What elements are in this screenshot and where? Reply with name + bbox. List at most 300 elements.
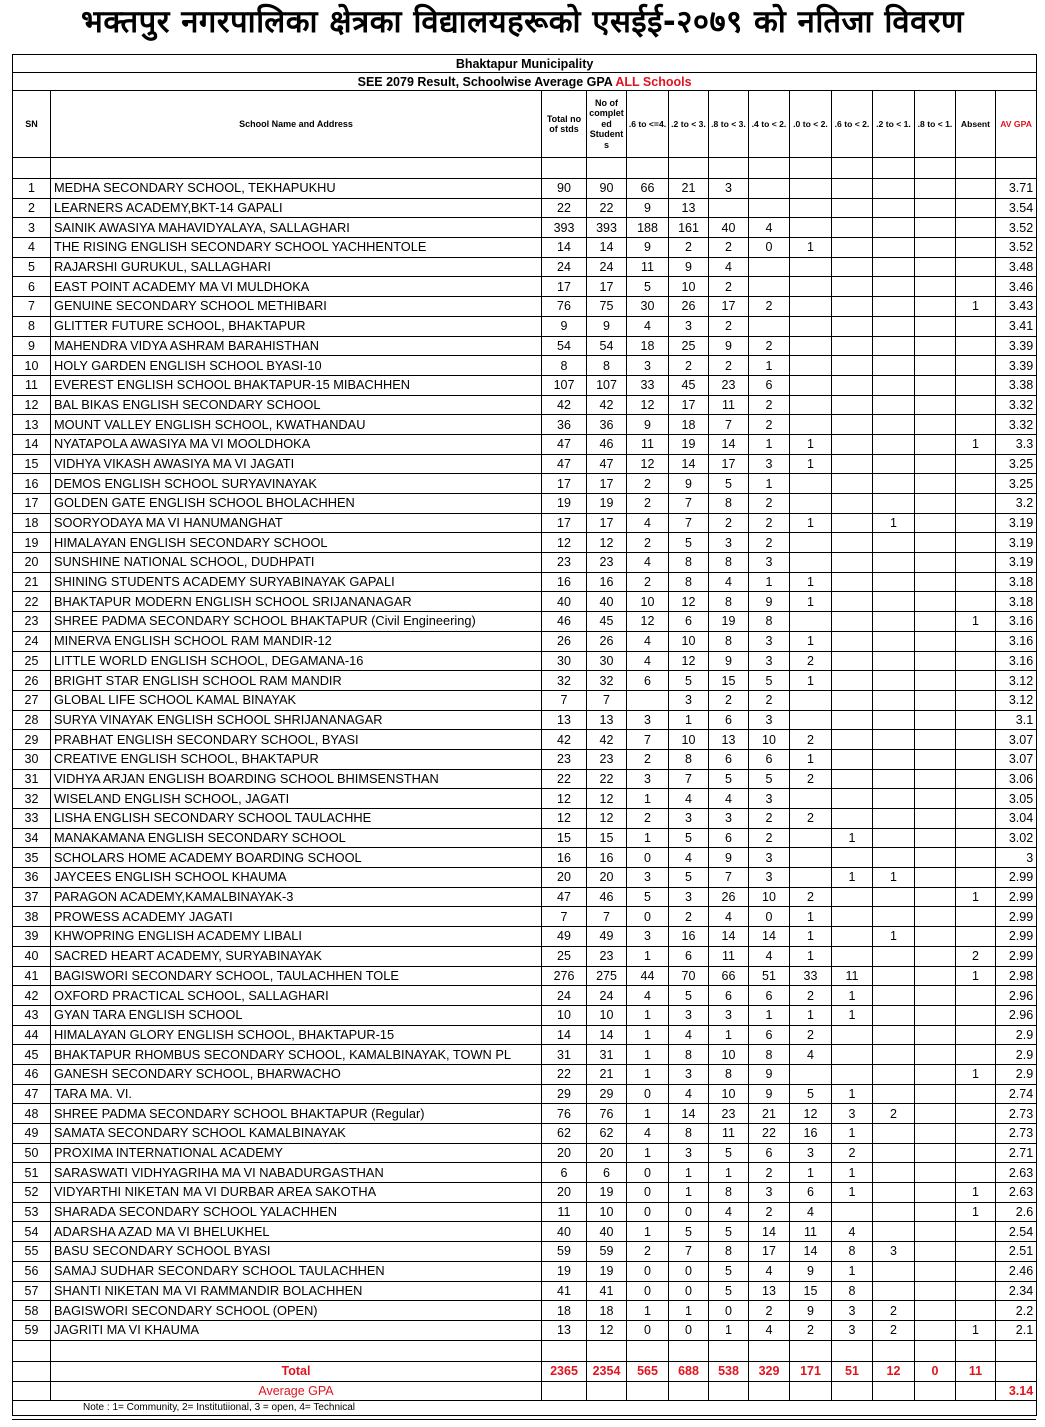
count-cell: [832, 297, 873, 317]
school-name: VIDYARTHI NIKETAN MA VI DURBAR AREA SAKOTHA: [51, 1183, 542, 1203]
count-cell: [915, 336, 956, 356]
count-cell: 7: [669, 494, 709, 514]
school-row: [13, 1025, 1037, 1045]
serial-number: 48: [13, 1104, 51, 1124]
count-cell: 11: [790, 1222, 832, 1242]
avg-gpa-cell: 2.99: [996, 946, 1037, 966]
count-cell: 4: [749, 1320, 790, 1340]
school-row: [13, 966, 1037, 986]
count-cell: 19: [587, 494, 627, 514]
count-cell: [749, 277, 790, 297]
count-cell: 10: [749, 887, 790, 907]
school-name: PARAGON ACADEMY,KAMALBINAYAK-3: [51, 887, 542, 907]
count-cell: 6: [627, 671, 669, 691]
count-cell: [790, 257, 832, 277]
avg-gpa-cell: 2.54: [996, 1222, 1037, 1242]
count-cell: 1: [790, 907, 832, 927]
school-name: HIMALAYAN ENGLISH SECONDARY SCHOOL: [51, 533, 542, 553]
count-cell: 7: [709, 868, 749, 888]
count-cell: 8: [709, 494, 749, 514]
count-cell: 33: [627, 375, 669, 395]
count-cell: 13: [542, 1320, 587, 1340]
count-cell: 14: [669, 1104, 709, 1124]
count-cell: 7: [627, 730, 669, 750]
count-cell: 40: [542, 592, 587, 612]
count-cell: [832, 809, 873, 829]
count-cell: 3: [627, 710, 669, 730]
count-cell: 41: [587, 1281, 627, 1301]
count-cell: 29: [542, 1084, 587, 1104]
count-cell: 12: [790, 1104, 832, 1124]
count-cell: [956, 179, 996, 199]
school-name: JAYCEES ENGLISH SCHOOL KHAUMA: [51, 868, 542, 888]
serial-number: 59: [13, 1320, 51, 1340]
count-cell: 188: [627, 218, 669, 238]
count-cell: 3: [709, 179, 749, 199]
school-row: [13, 1242, 1037, 1262]
avg-gpa-cell: 3.25: [996, 474, 1037, 494]
count-cell: 19: [669, 434, 709, 454]
avg-gpa-cell: 3.54: [996, 198, 1037, 218]
school-name: GENUINE SECONDARY SCHOOL METHIBARI: [51, 297, 542, 317]
count-cell: [873, 375, 915, 395]
count-cell: 3: [627, 356, 669, 376]
count-cell: 90: [542, 179, 587, 199]
note-row: [13, 1400, 1037, 1415]
avg-gpa-cell: 3.32: [996, 415, 1037, 435]
count-cell: 40: [587, 592, 627, 612]
count-cell: [832, 179, 873, 199]
count-cell: 76: [542, 1104, 587, 1124]
avg-gpa-cell: 2.99: [996, 887, 1037, 907]
count-cell: 1: [790, 946, 832, 966]
count-cell: 4: [669, 1084, 709, 1104]
count-cell: [956, 927, 996, 947]
school-row: [13, 238, 1037, 258]
count-cell: 22: [542, 769, 587, 789]
school-name: SHREE PADMA SECONDARY SCHOOL BHAKTAPUR (Regular): [51, 1104, 542, 1124]
count-cell: [873, 277, 915, 297]
subtitle-text: SEE 2079 Result, Schoolwise Average GPA: [357, 74, 616, 89]
count-cell: 23: [587, 946, 627, 966]
count-cell: 1: [709, 1320, 749, 1340]
count-cell: 3: [669, 1064, 709, 1084]
count-cell: [915, 316, 956, 336]
count-cell: 2: [832, 1143, 873, 1163]
serial-number: 50: [13, 1143, 51, 1163]
school-row: [13, 671, 1037, 691]
serial-number: 52: [13, 1183, 51, 1203]
count-cell: 3: [749, 553, 790, 573]
count-cell: 7: [542, 907, 587, 927]
total-value: 538: [709, 1361, 749, 1381]
school-row: [13, 1320, 1037, 1340]
count-cell: [873, 1183, 915, 1203]
count-cell: 19: [587, 1183, 627, 1203]
count-cell: 44: [627, 966, 669, 986]
count-cell: 2: [709, 238, 749, 258]
count-cell: 2: [709, 690, 749, 710]
avg-gpa-cell: 3.04: [996, 809, 1037, 829]
serial-number: 12: [13, 395, 51, 415]
count-cell: [873, 671, 915, 691]
count-cell: 14: [542, 1025, 587, 1045]
school-row: [13, 415, 1037, 435]
school-name: BAGISWORI SECONDARY SCHOOL, TAULACHHEN TOLE: [51, 966, 542, 986]
count-cell: 49: [542, 927, 587, 947]
count-cell: [832, 710, 873, 730]
count-cell: 9: [749, 1084, 790, 1104]
count-cell: [956, 631, 996, 651]
count-cell: 17: [587, 277, 627, 297]
count-cell: [956, 769, 996, 789]
count-cell: 1: [873, 868, 915, 888]
count-cell: [873, 966, 915, 986]
count-cell: [956, 592, 996, 612]
serial-number: 31: [13, 769, 51, 789]
avg-gpa-cell: 3.07: [996, 749, 1037, 769]
count-cell: 21: [669, 179, 709, 199]
count-cell: [832, 513, 873, 533]
col-header-completed: No of complet ed Student s: [587, 91, 627, 158]
school-name: BHAKTAPUR RHOMBUS SECONDARY SCHOOL, KAMALBINAYAK, TOWN PL: [51, 1045, 542, 1065]
count-cell: 54: [587, 336, 627, 356]
count-cell: 2: [627, 749, 669, 769]
avg-gpa-cell: 2.99: [996, 868, 1037, 888]
school-name: SURYA VINAYAK ENGLISH SCHOOL SHRIJANANAGAR: [51, 710, 542, 730]
school-row: [13, 592, 1037, 612]
count-cell: [790, 533, 832, 553]
col-header-grade-2: .2 to < 3.: [669, 91, 709, 158]
count-cell: [873, 257, 915, 277]
count-cell: 3: [832, 1320, 873, 1340]
count-cell: [956, 454, 996, 474]
count-cell: [832, 887, 873, 907]
count-cell: 1: [627, 789, 669, 809]
subtitle-row: [13, 73, 1037, 91]
count-cell: 10: [669, 631, 709, 651]
count-cell: 13: [669, 198, 709, 218]
count-cell: 12: [669, 651, 709, 671]
count-cell: 12: [587, 1320, 627, 1340]
count-cell: [915, 1301, 956, 1321]
serial-number: 32: [13, 789, 51, 809]
count-cell: 1: [669, 1301, 709, 1321]
count-cell: 3: [749, 454, 790, 474]
school-row: [13, 474, 1037, 494]
count-cell: 2: [627, 572, 669, 592]
count-cell: 21: [587, 1064, 627, 1084]
serial-number: 29: [13, 730, 51, 750]
count-cell: [832, 907, 873, 927]
count-cell: 3: [669, 690, 709, 710]
count-cell: 10: [709, 1045, 749, 1065]
count-cell: 1: [749, 434, 790, 454]
serial-number: 27: [13, 690, 51, 710]
count-cell: 5: [669, 533, 709, 553]
total-value: 2365: [542, 1361, 587, 1381]
count-cell: 59: [542, 1242, 587, 1262]
count-cell: 3: [627, 868, 669, 888]
count-cell: 24: [587, 986, 627, 1006]
school-row: [13, 749, 1037, 769]
school-name: MOUNT VALLEY ENGLISH SCHOOL, KWATHANDAU: [51, 415, 542, 435]
count-cell: [956, 1261, 996, 1281]
count-cell: [956, 1281, 996, 1301]
count-cell: 0: [669, 1261, 709, 1281]
count-cell: [873, 533, 915, 553]
count-cell: [832, 612, 873, 632]
serial-number: 45: [13, 1045, 51, 1065]
count-cell: [956, 1124, 996, 1144]
count-cell: 4: [709, 907, 749, 927]
count-cell: [873, 395, 915, 415]
serial-number: 46: [13, 1064, 51, 1084]
school-row: [13, 198, 1037, 218]
count-cell: 90: [587, 179, 627, 199]
total-row: [13, 1361, 1037, 1381]
serial-number: 15: [13, 454, 51, 474]
school-row: [13, 1064, 1037, 1084]
count-cell: [915, 927, 956, 947]
count-cell: 0: [627, 848, 669, 868]
count-cell: 0: [749, 238, 790, 258]
school-row: [13, 553, 1037, 573]
avg-gpa-cell: 3.43: [996, 297, 1037, 317]
school-name: MAHENDRA VIDYA ASHRAM BARAHISTHAN: [51, 336, 542, 356]
count-cell: [790, 848, 832, 868]
school-row: [13, 1183, 1037, 1203]
count-cell: 3: [709, 809, 749, 829]
subtitle-highlight: ALL Schools: [615, 74, 692, 89]
count-cell: 20: [587, 1143, 627, 1163]
avg-gpa-cell: 3.25: [996, 454, 1037, 474]
count-cell: 66: [709, 966, 749, 986]
school-name: ADARSHA AZAD MA VI BHELUKHEL: [51, 1222, 542, 1242]
count-cell: [956, 474, 996, 494]
count-cell: 3: [749, 1183, 790, 1203]
count-cell: 6: [749, 375, 790, 395]
school-row: [13, 690, 1037, 710]
count-cell: 19: [587, 1261, 627, 1281]
avg-gpa-cell: 3.05: [996, 789, 1037, 809]
count-cell: [832, 651, 873, 671]
count-cell: [873, 1261, 915, 1281]
count-cell: [790, 336, 832, 356]
count-cell: [956, 1005, 996, 1025]
count-cell: [873, 1281, 915, 1301]
school-row: [13, 789, 1037, 809]
count-cell: [915, 730, 956, 750]
avg-gpa-cell: 3.12: [996, 690, 1037, 710]
column-header-row: [13, 91, 1037, 158]
count-cell: 8: [749, 1045, 790, 1065]
school-name: BAL BIKAS ENGLISH SECONDARY SCHOOL: [51, 395, 542, 415]
count-cell: 24: [542, 986, 587, 1006]
count-cell: [956, 494, 996, 514]
count-cell: 4: [669, 848, 709, 868]
school-name: PRABHAT ENGLISH SECONDARY SCHOOL, BYASI: [51, 730, 542, 750]
count-cell: 4: [749, 1261, 790, 1281]
serial-number: 19: [13, 533, 51, 553]
school-name: RAJARSHI GURUKUL, SALLAGHARI: [51, 257, 542, 277]
count-cell: 8: [832, 1281, 873, 1301]
school-name: GLOBAL LIFE SCHOOL KAMAL BINAYAK: [51, 690, 542, 710]
serial-number: 14: [13, 434, 51, 454]
org-title: Bhaktapur Municipality: [13, 55, 1037, 73]
count-cell: [873, 494, 915, 514]
count-cell: 4: [627, 316, 669, 336]
count-cell: [915, 1281, 956, 1301]
count-cell: [873, 690, 915, 710]
count-cell: [873, 553, 915, 573]
school-row: [13, 631, 1037, 651]
count-cell: 2: [749, 1163, 790, 1183]
count-cell: 1: [790, 513, 832, 533]
school-name: LISHA ENGLISH SECONDARY SCHOOL TAULACHHE: [51, 809, 542, 829]
count-cell: 17: [587, 474, 627, 494]
count-cell: 10: [669, 730, 709, 750]
count-cell: 6: [749, 749, 790, 769]
average-value: 3.14: [996, 1381, 1037, 1400]
count-cell: 31: [587, 1045, 627, 1065]
count-cell: [832, 789, 873, 809]
count-cell: 2: [627, 533, 669, 553]
count-cell: 2: [790, 986, 832, 1006]
count-cell: [956, 1301, 996, 1321]
avg-gpa-cell: 2.1: [996, 1320, 1037, 1340]
school-row: [13, 1143, 1037, 1163]
count-cell: [790, 474, 832, 494]
serial-number: 28: [13, 710, 51, 730]
count-cell: 2: [749, 336, 790, 356]
count-cell: 23: [709, 375, 749, 395]
count-cell: 0: [627, 1084, 669, 1104]
count-cell: 1: [832, 1183, 873, 1203]
serial-number: 3: [13, 218, 51, 238]
count-cell: 4: [709, 257, 749, 277]
count-cell: [873, 572, 915, 592]
count-cell: 46: [587, 434, 627, 454]
count-cell: [873, 631, 915, 651]
count-cell: 4: [709, 789, 749, 809]
count-cell: [832, 572, 873, 592]
count-cell: 2: [873, 1104, 915, 1124]
count-cell: 70: [669, 966, 709, 986]
count-cell: 107: [587, 375, 627, 395]
count-cell: 1: [956, 434, 996, 454]
total-value: 11: [956, 1361, 996, 1381]
count-cell: 2: [627, 474, 669, 494]
count-cell: 9: [669, 474, 709, 494]
count-cell: [956, 356, 996, 376]
count-cell: 9: [627, 238, 669, 258]
serial-number: 49: [13, 1124, 51, 1144]
spacer-row: [13, 1340, 1037, 1361]
count-cell: 393: [587, 218, 627, 238]
col-header-total: Total no of stds: [542, 91, 587, 158]
count-cell: [832, 769, 873, 789]
count-cell: 11: [709, 395, 749, 415]
school-name: JAGRITI MA VI KHAUMA: [51, 1320, 542, 1340]
count-cell: 2: [749, 1301, 790, 1321]
count-cell: 2: [709, 316, 749, 336]
count-cell: 7: [669, 769, 709, 789]
count-cell: [832, 1025, 873, 1045]
count-cell: [873, 316, 915, 336]
count-cell: 17: [749, 1242, 790, 1262]
count-cell: [832, 415, 873, 435]
serial-number: 57: [13, 1281, 51, 1301]
count-cell: 1: [956, 887, 996, 907]
count-cell: 18: [669, 415, 709, 435]
count-cell: [832, 375, 873, 395]
count-cell: 23: [542, 553, 587, 573]
school-row: [13, 1222, 1037, 1242]
avg-gpa-cell: 3.39: [996, 356, 1037, 376]
serial-number: 36: [13, 868, 51, 888]
count-cell: [790, 789, 832, 809]
count-cell: [790, 828, 832, 848]
count-cell: 3: [749, 651, 790, 671]
count-cell: [915, 1084, 956, 1104]
count-cell: 1: [790, 592, 832, 612]
count-cell: 16: [587, 572, 627, 592]
count-cell: [873, 356, 915, 376]
count-cell: [915, 257, 956, 277]
serial-number: 44: [13, 1025, 51, 1045]
count-cell: 5: [669, 868, 709, 888]
count-cell: [873, 415, 915, 435]
count-cell: 13: [542, 710, 587, 730]
school-name: HIMALAYAN GLORY ENGLISH SCHOOL, BHAKTAPUR-15: [51, 1025, 542, 1045]
count-cell: [873, 809, 915, 829]
school-row: [13, 868, 1037, 888]
col-header-name: School Name and Address: [51, 91, 542, 158]
count-cell: [915, 1064, 956, 1084]
school-name: EVEREST ENGLISH SCHOOL BHAKTAPUR-15 MIBACHHEN: [51, 375, 542, 395]
count-cell: [915, 710, 956, 730]
count-cell: [915, 395, 956, 415]
count-cell: [915, 513, 956, 533]
count-cell: [873, 612, 915, 632]
serial-number: 37: [13, 887, 51, 907]
avg-gpa-cell: 3.3: [996, 434, 1037, 454]
count-cell: 47: [542, 454, 587, 474]
school-name: TARA MA. VI.: [51, 1084, 542, 1104]
count-cell: 17: [709, 297, 749, 317]
serial-number: 1: [13, 179, 51, 199]
count-cell: 6: [709, 749, 749, 769]
count-cell: [832, 927, 873, 947]
avg-gpa-cell: 3.07: [996, 730, 1037, 750]
count-cell: 6: [749, 986, 790, 1006]
count-cell: [873, 848, 915, 868]
serial-number: 6: [13, 277, 51, 297]
count-cell: 6: [587, 1163, 627, 1183]
avg-gpa-cell: 3.19: [996, 533, 1037, 553]
count-cell: 4: [749, 946, 790, 966]
count-cell: 1: [627, 1064, 669, 1084]
count-cell: 12: [627, 454, 669, 474]
count-cell: [956, 1025, 996, 1045]
count-cell: 22: [587, 769, 627, 789]
count-cell: [873, 474, 915, 494]
avg-gpa-cell: 3.52: [996, 218, 1037, 238]
count-cell: 2: [790, 1320, 832, 1340]
count-cell: 3: [627, 927, 669, 947]
serial-number: 25: [13, 651, 51, 671]
